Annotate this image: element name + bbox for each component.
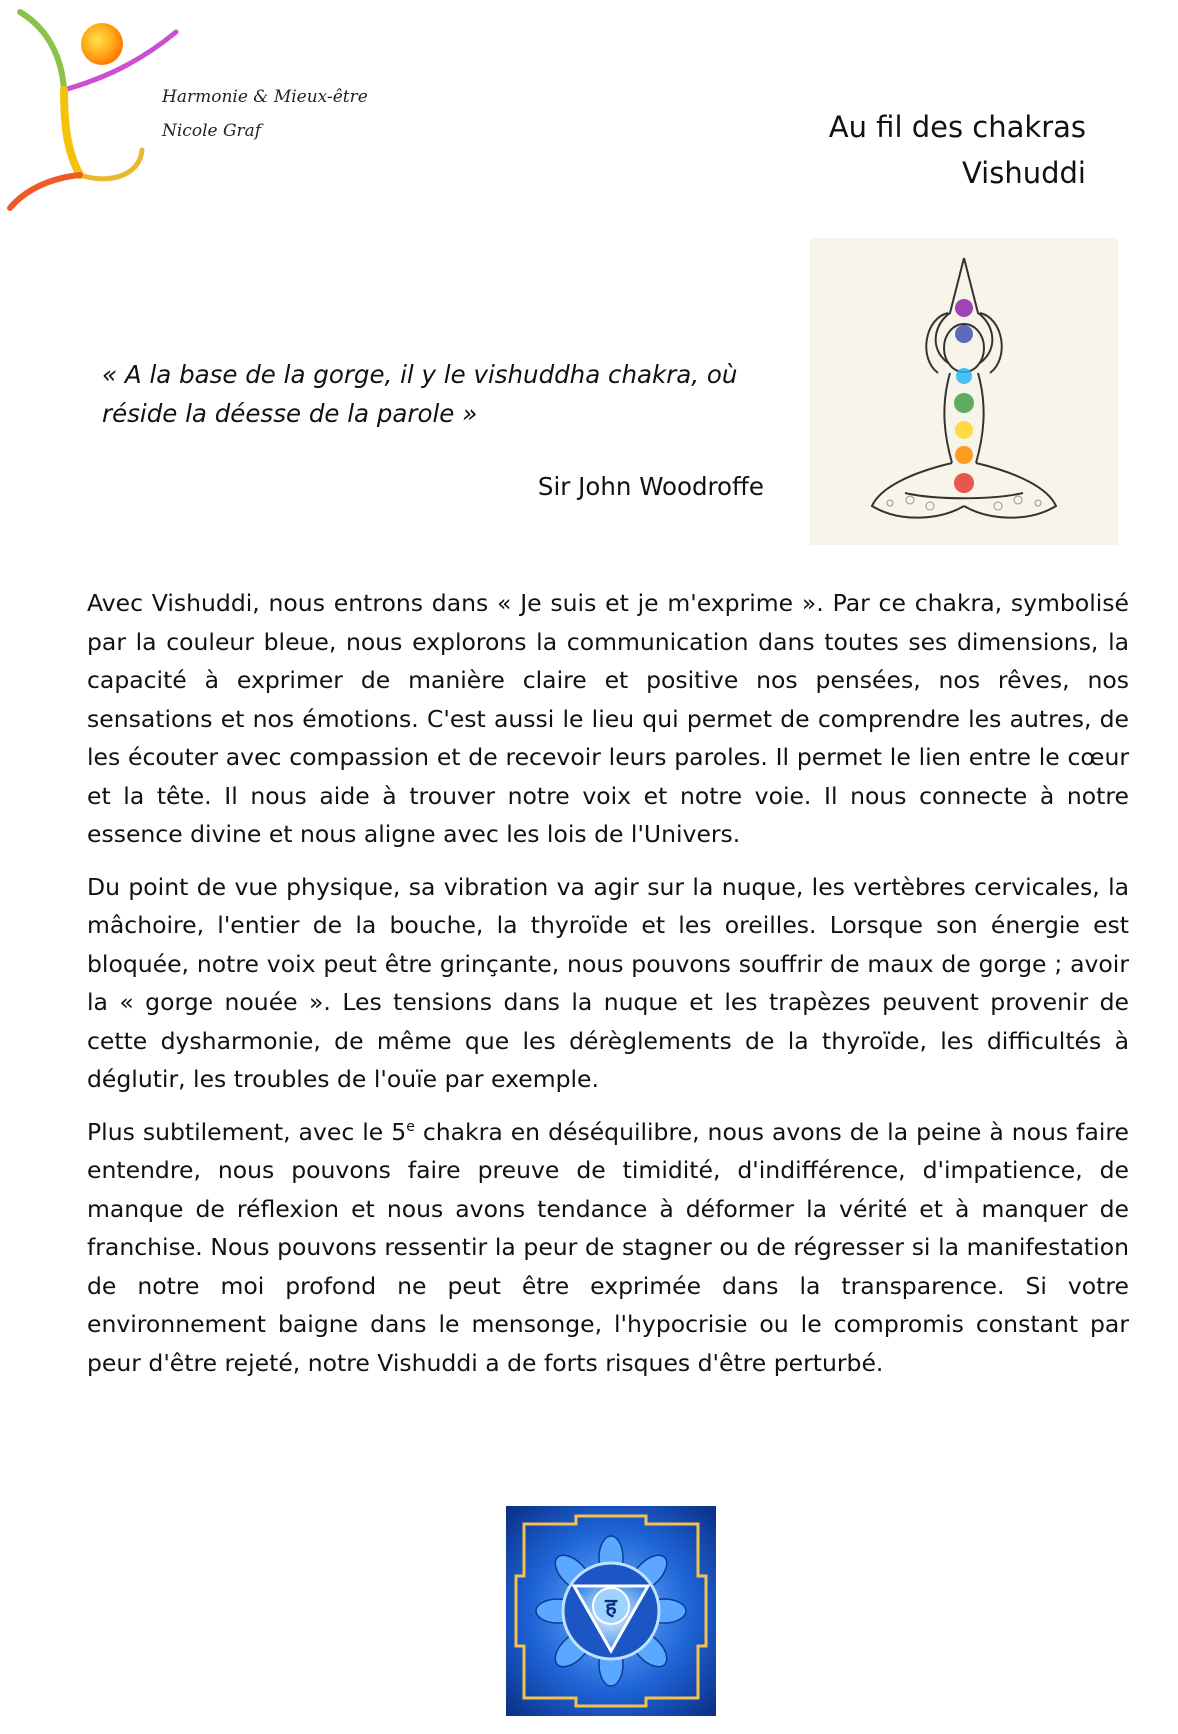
logo [0,0,185,215]
page-title [829,104,1086,196]
paragraph-2: Du point de vue physique, sa vibration va agir sur la nuque, les vertèbres cervicales, la mâchoire, l'entier de la bouche, la thyroïde et les oreilles. Lorsque son énergie est bloquée, notre voix peut être grinçante, nous pouvons souffrir de maux de gorge ; avoir la « gorge nouée ». Les tensions dans la nuque et les trapèzes peuvent provenir de cette dysharmonie, de même que les dérèglements de la thyroïde, les difficultés à déglutir, les troubles de l'ouïe par exemple. [87,872,1129,1093]
vishuddha-mandala-icon [506,1506,716,1716]
chakra-name: Vishuddi [961,156,1086,190]
paragraph-3-start: Plus subtilement, avec le 5 [87,1117,407,1146]
author-name: Nicole Graf [162,121,262,141]
quote-text: « A la base de la gorge, il y le vishuddha chakra, où réside la déesse de la parole » [102,360,738,428]
paragraph-3 [87,1113,1129,1383]
paragraph-1: Avec Vishuddi, nous entrons dans « Je suis et je m'exprime ». Par ce chakra, symbolisé par la couleur bleue, nous explorons la communication dans toutes ses dimensions, la capacité à exprimer de manière claire et positive nos pensées, nos rêves, nos sensations et nos émotions. C'est aussi le lieu qui permet de comprendre les autres, de les écouter avec compassion et de recevoir leurs paroles. Il permet le lien entre le cœur et la tête. Il nous aide à trouver notre voix et notre voie. Il nous connecte à notre essence divine et nous aligne avec les lois de l'Univers. [87,589,1129,848]
organization-info [162,80,368,148]
quote-author: Sir John Woodroffe [537,472,764,501]
vishuddha-symbol-image [506,1506,716,1716]
stick-figure-rainbow-logo-icon [0,0,185,215]
paragraph-3-rest: chakra en déséquilibre, nous avons de la peine à nous faire entendre, nous pouvons faire preuve de timidité, d'indifférence, d'impatience, de manque de réflexion et nous avons tendance à déformer la vérité et à manquer de franchise. Nous pouvons ressentir la peur de stagner ou de régresser si la manifestation de notre moi profond ne peut être exprimée dans la transparence. Si votre environnement baigne dans le mensonge, l'hypocrisie ou le compromis constant par peur d'être rejeté, notre Vishuddi a de forts risques d'être perturbé. [87,1117,1129,1377]
ordinal-suffix: e [406,1118,415,1135]
vishuddha-glyph: ह [605,1595,617,1620]
organization-name: Harmonie & Mieux-être [162,87,368,107]
body-text [87,584,1129,1396]
chakra-dots [954,299,974,493]
meditating-figure-image [810,238,1118,545]
series-title: Au fil des chakras [828,110,1086,144]
meditating-figure-chakras-icon [810,238,1118,545]
